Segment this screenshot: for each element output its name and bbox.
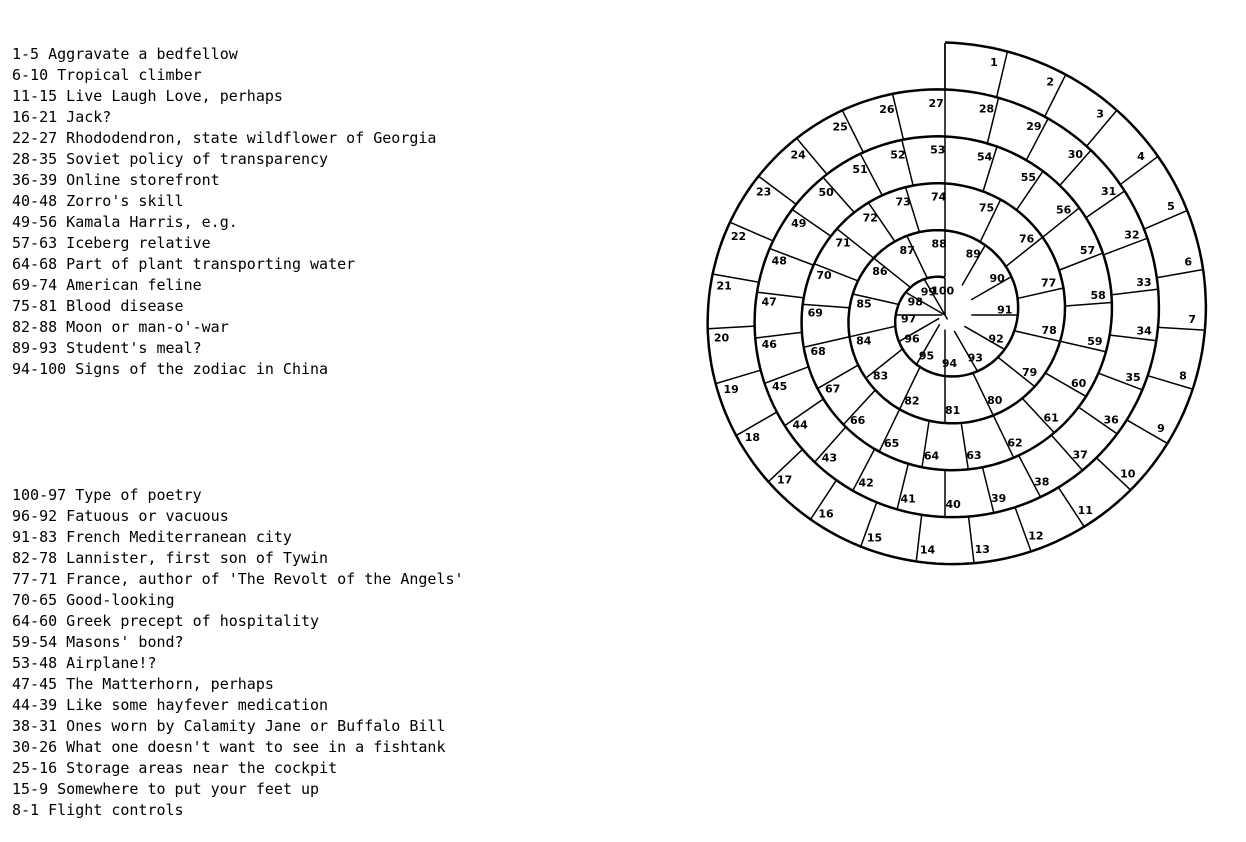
- cell-number[interactable]: 30: [1067, 148, 1084, 162]
- cell-number[interactable]: 13: [974, 542, 990, 556]
- forward-clue-11: 64-68 Part of plant transporting water: [12, 255, 356, 273]
- forward-clue-3: 11-15 Live Laugh Love, perhaps: [12, 87, 283, 105]
- spiral-crossword-grid: [640, 30, 1240, 650]
- cell-number[interactable]: 33: [1136, 276, 1152, 289]
- cell-divider: [1018, 288, 1063, 298]
- cell-number[interactable]: 9: [1157, 421, 1165, 435]
- cell-number[interactable]: 91: [997, 303, 1013, 317]
- cell-number[interactable]: 36: [1103, 413, 1119, 427]
- cell-number[interactable]: 18: [744, 431, 761, 445]
- backward-clue-4: 82-78 Lannister, first son of Tywin: [12, 549, 329, 567]
- cell-number[interactable]: 28: [978, 102, 995, 116]
- cell-number[interactable]: 27: [928, 96, 944, 110]
- cell-number[interactable]: 21: [716, 279, 732, 293]
- cell-number[interactable]: 8: [1179, 369, 1187, 383]
- cell-number[interactable]: 10: [1120, 467, 1136, 481]
- cell-number[interactable]: 6: [1184, 255, 1193, 269]
- backward-clue-12: 38-31 Ones worn by Calamity Jane or Buffalo Bill: [12, 717, 446, 735]
- backward-clue-13: 30-26 What one doesn't want to see in a fishtank: [12, 738, 446, 756]
- cell-number[interactable]: 40: [945, 497, 961, 511]
- cell-number[interactable]: 42: [858, 476, 874, 490]
- forward-clue-14: 82-88 Moon or man-o'-war: [12, 318, 229, 336]
- cell-divider: [708, 326, 754, 329]
- cell-number[interactable]: 37: [1072, 448, 1088, 462]
- cell-number[interactable]: 26: [879, 102, 895, 116]
- cell-number[interactable]: 46: [761, 338, 777, 352]
- cell-number[interactable]: 81: [945, 403, 961, 417]
- backward-clue-3: 91-83 French Mediterranean city: [12, 528, 292, 546]
- cell-number[interactable]: 31: [1101, 185, 1117, 199]
- forward-clue-10: 57-63 Iceberg relative: [12, 234, 211, 252]
- cell-number[interactable]: 83: [872, 369, 889, 383]
- cell-number[interactable]: 53: [930, 143, 946, 157]
- cell-number[interactable]: 99: [920, 285, 937, 299]
- cell-number[interactable]: 35: [1125, 371, 1141, 385]
- cell-divider: [1157, 270, 1202, 278]
- cell-number[interactable]: 100: [931, 284, 955, 298]
- cell-number[interactable]: 65: [883, 437, 900, 450]
- forward-clue-7: 36-39 Online storefront: [12, 171, 220, 189]
- cell-number[interactable]: 3: [1096, 107, 1104, 121]
- forward-clue-12: 69-74 American feline: [12, 276, 202, 294]
- cell-number[interactable]: 85: [856, 297, 872, 311]
- cell-number[interactable]: 69: [807, 306, 823, 320]
- backward-clue-16: 8-1 Flight controls: [12, 801, 184, 819]
- cell-number[interactable]: 32: [1124, 228, 1140, 242]
- cell-number[interactable]: 19: [723, 382, 739, 396]
- cell-number[interactable]: 94: [941, 357, 958, 371]
- cell-number[interactable]: 98: [907, 295, 923, 309]
- cell-number[interactable]: 34: [1136, 324, 1152, 338]
- cell-number[interactable]: 25: [832, 120, 848, 134]
- forward-clue-1: 1-5 Aggravate a bedfellow: [12, 45, 238, 63]
- forward-clue-15: 89-93 Student's meal?: [12, 339, 202, 357]
- cell-number[interactable]: 92: [988, 332, 1004, 346]
- cell-number[interactable]: 63: [966, 449, 982, 463]
- cell-number[interactable]: 88: [931, 237, 947, 251]
- cell-divider: [1066, 303, 1112, 307]
- forward-clue-8: 40-48 Zorro's skill: [12, 192, 184, 210]
- cell-number[interactable]: 68: [810, 345, 826, 359]
- cell-number[interactable]: 62: [1007, 436, 1023, 450]
- cell-number[interactable]: 17: [776, 473, 793, 487]
- cell-number[interactable]: 51: [852, 162, 868, 176]
- cell-divider: [983, 468, 994, 513]
- cell-number[interactable]: 71: [835, 236, 851, 250]
- cell-number[interactable]: 7: [1188, 313, 1197, 326]
- cell-number[interactable]: 16: [818, 507, 834, 521]
- cell-number[interactable]: 79: [1021, 365, 1038, 379]
- cell-number[interactable]: 15: [866, 531, 883, 545]
- cell-number[interactable]: 61: [1043, 411, 1059, 425]
- cell-number[interactable]: 43: [821, 451, 838, 465]
- cell-number[interactable]: 97: [900, 312, 917, 326]
- cell-number[interactable]: 14: [919, 543, 936, 557]
- cell-number[interactable]: 55: [1020, 171, 1037, 185]
- forward-clue-16: 94-100 Signs of the zodiac in China: [12, 360, 329, 378]
- cell-number[interactable]: 59: [1087, 334, 1103, 348]
- cell-number[interactable]: 22: [730, 230, 747, 243]
- cell-number[interactable]: 95: [918, 349, 935, 363]
- cell-number[interactable]: 52: [890, 148, 906, 162]
- cell-number[interactable]: 77: [1040, 276, 1057, 290]
- backward-clue-11: 44-39 Like some hayfever medication: [12, 696, 329, 714]
- cell-number[interactable]: 56: [1056, 203, 1072, 217]
- cell-number[interactable]: 90: [989, 271, 1005, 285]
- cell-number[interactable]: 50: [818, 186, 834, 200]
- clue-list-gap: [12, 422, 632, 443]
- forward-clue-4: 16-21 Jack?: [12, 108, 112, 126]
- cell-divider: [1159, 327, 1205, 330]
- cell-divider: [716, 370, 760, 383]
- cell-number[interactable]: 64: [923, 449, 940, 463]
- cell-number[interactable]: 73: [895, 195, 911, 209]
- cell-number[interactable]: 39: [991, 492, 1007, 505]
- backward-clue-9: 53-48 Airplane!?: [12, 654, 157, 672]
- cell-number[interactable]: 86: [872, 265, 888, 279]
- cell-number[interactable]: 87: [899, 244, 915, 258]
- backward-clue-10: 47-45 The Matterhorn, perhaps: [12, 675, 274, 693]
- cell-divider: [893, 94, 904, 139]
- cell-number[interactable]: 54: [977, 150, 993, 164]
- cell-divider: [1112, 289, 1158, 295]
- cell-number[interactable]: 72: [862, 211, 878, 225]
- cell-number[interactable]: 11: [1077, 504, 1093, 518]
- cell-number[interactable]: 5: [1167, 200, 1175, 214]
- forward-clue-13: 75-81 Blood disease: [12, 297, 184, 315]
- cell-number[interactable]: 60: [1070, 376, 1087, 390]
- cell-number[interactable]: 41: [900, 492, 916, 506]
- forward-clue-9: 49-56 Kamala Harris, e.g.: [12, 213, 238, 231]
- cell-number[interactable]: 48: [771, 254, 787, 268]
- cell-number[interactable]: 82: [904, 394, 920, 408]
- backward-clue-14: 25-16 Storage areas near the cockpit: [12, 759, 338, 777]
- cell-number[interactable]: 38: [1034, 475, 1050, 489]
- cell-number[interactable]: 70: [816, 268, 832, 282]
- cell-number[interactable]: 45: [772, 380, 788, 394]
- cell-number[interactable]: 74: [930, 190, 947, 204]
- forward-clue-5: 22-27 Rhododendron, state wildflower of Georgia: [12, 129, 437, 147]
- backward-clue-15: 15-9 Somewhere to put your feet up: [12, 780, 320, 798]
- clues-forward: [12, 44, 632, 380]
- cell-number[interactable]: 80: [987, 394, 1003, 408]
- forward-clue-6: 28-35 Soviet policy of transparency: [12, 150, 329, 168]
- cell-number[interactable]: 23: [756, 185, 772, 199]
- cell-number[interactable]: 29: [1026, 120, 1042, 133]
- cell-number[interactable]: 93: [967, 351, 983, 365]
- backward-clue-5: 77-71 France, author of 'The Revolt of the Angels': [12, 570, 464, 588]
- backward-clue-2: 96-92 Fatuous or vacuous: [12, 507, 229, 525]
- cell-divider: [1145, 211, 1187, 229]
- cell-number[interactable]: 1: [990, 56, 998, 69]
- cell-number[interactable]: 75: [978, 201, 995, 215]
- cell-number[interactable]: 4: [1137, 149, 1145, 163]
- cell-number[interactable]: 20: [713, 331, 730, 345]
- cell-number[interactable]: 47: [761, 295, 777, 309]
- clue-list: [12, 2, 632, 842]
- cell-number[interactable]: 96: [904, 332, 920, 346]
- cell-number[interactable]: 76: [1019, 232, 1035, 246]
- cell-number[interactable]: 67: [824, 382, 841, 396]
- cell-number[interactable]: 78: [1041, 324, 1057, 338]
- grid-cells: [714, 56, 1196, 556]
- cell-number[interactable]: 84: [856, 334, 872, 348]
- cell-number[interactable]: 2: [1046, 75, 1055, 89]
- cell-divider: [902, 140, 913, 185]
- cell-divider: [969, 517, 974, 563]
- cell-number[interactable]: 89: [965, 247, 981, 261]
- cell-number[interactable]: 58: [1090, 289, 1106, 303]
- cell-number[interactable]: 12: [1028, 529, 1044, 543]
- cell-number[interactable]: 24: [790, 148, 806, 162]
- clues-backward: [12, 485, 632, 821]
- cell-number[interactable]: 49: [791, 217, 807, 231]
- cell-divider: [997, 52, 1008, 97]
- backward-clue-7: 64-60 Greek precept of hospitality: [12, 612, 320, 630]
- cell-number[interactable]: 44: [792, 418, 808, 432]
- backward-clue-6: 70-65 Good-looking: [12, 591, 175, 609]
- cell-number[interactable]: 57: [1079, 244, 1096, 257]
- cell-divider: [906, 188, 920, 232]
- forward-clue-2: 6-10 Tropical climber: [12, 66, 202, 84]
- cell-number[interactable]: 66: [850, 413, 866, 427]
- backward-clue-1: 100-97 Type of poetry: [12, 486, 202, 504]
- backward-clue-8: 59-54 Masons' bond?: [12, 633, 184, 651]
